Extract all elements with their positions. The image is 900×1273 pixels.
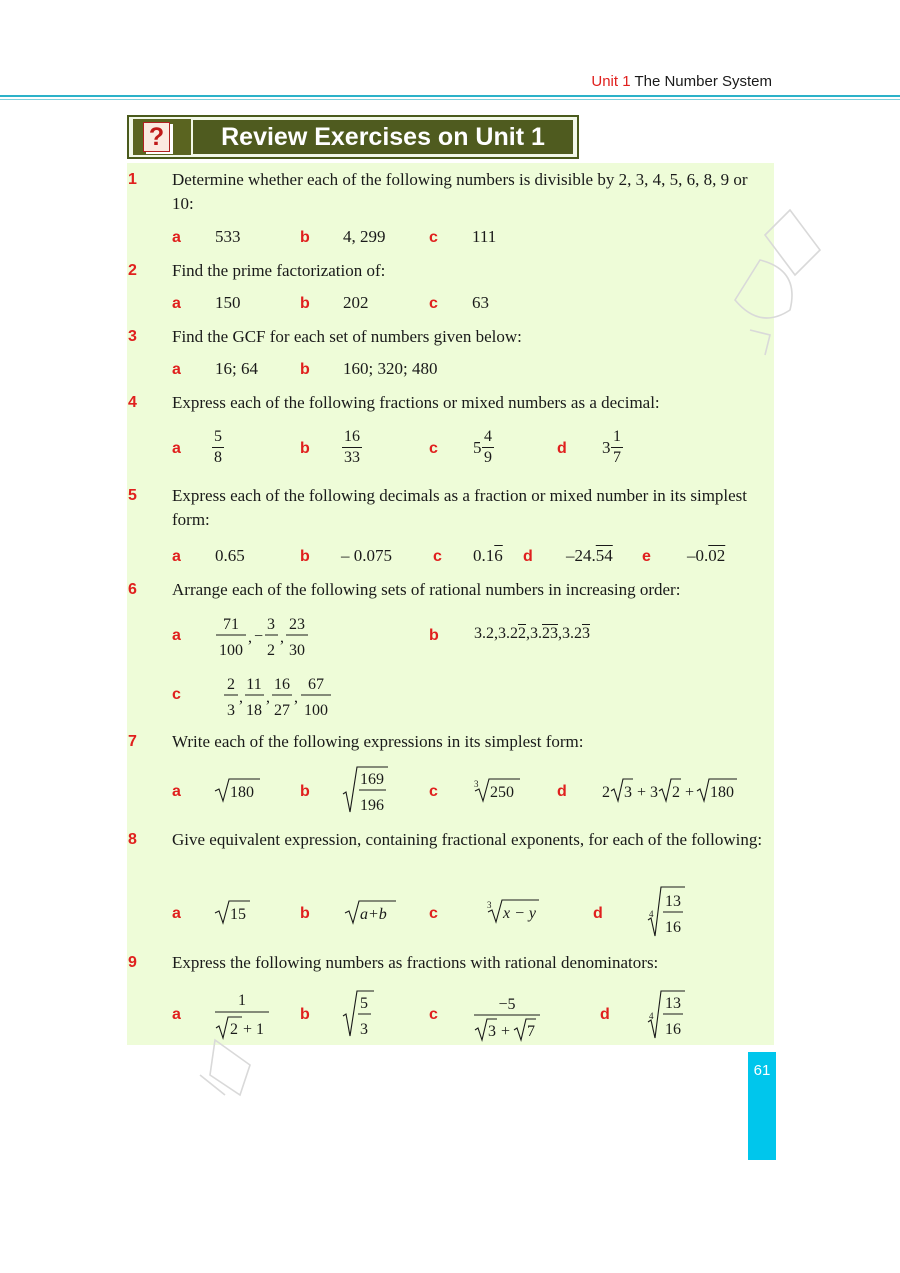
fraction-numerator: 13 — [665, 995, 681, 1012]
radicand: 180 — [710, 784, 734, 801]
question-number-8: 8 — [128, 831, 137, 848]
part-label-c: c — [429, 905, 438, 922]
part-label-d: d — [600, 1006, 610, 1023]
part-label-e: e — [642, 548, 651, 565]
fraction-denominator: 18 — [246, 702, 262, 719]
part-label-b: b — [300, 783, 310, 800]
q6-a-expression — [212, 612, 322, 662]
q5-d-value — [566, 546, 613, 566]
decimal-value: 3.2, — [474, 625, 498, 642]
radicand: 2 — [230, 1021, 238, 1038]
header-rule-thin — [0, 99, 900, 100]
q4-d-whole: 3 — [602, 438, 611, 457]
part-label-b: b — [300, 361, 310, 378]
comma: , — [294, 689, 298, 706]
question-text-3: Find the GCF for each set of numbers given below: — [172, 327, 522, 346]
fraction-numerator: 16 — [274, 676, 290, 693]
question-number-1: 1 — [128, 171, 137, 188]
numerator: 4 — [482, 427, 494, 448]
running-header — [520, 73, 772, 90]
question-text-8: Give equivalent expression, containing fractional exponents, for each of the following: — [172, 830, 763, 849]
q3-a-value: 16; 64 — [215, 359, 258, 378]
q5-c-value — [473, 546, 503, 566]
q1-a-value: 533 — [215, 227, 241, 246]
part-label-a: a — [172, 783, 181, 800]
fraction-numerator: 67 — [308, 676, 324, 693]
fraction-denominator: 16 — [665, 1021, 681, 1038]
fraction-denominator: 16 — [665, 919, 681, 936]
q4-b-fraction — [342, 427, 362, 468]
part-label-b: b — [300, 548, 310, 565]
radicand: a+b — [360, 906, 387, 923]
root-index: 4 — [649, 909, 654, 919]
coefficient: 3 — [650, 784, 658, 801]
part-label-c: c — [429, 229, 438, 246]
question-number-6: 6 — [128, 581, 137, 598]
question-text-1: Determine whether each of the following numbers is divisible by 2, 3, 4, 5, 6, 8, 9 or 10: — [172, 170, 748, 213]
numerator: 5 — [212, 427, 224, 448]
part-label-a: a — [172, 361, 181, 378]
fraction-numerator: 3 — [267, 616, 275, 633]
q4-c-whole: 5 — [473, 438, 482, 457]
section-title: Review Exercises on Unit 1 — [193, 120, 573, 154]
numerator: 16 — [342, 427, 362, 448]
radicand: 250 — [490, 784, 514, 801]
decimal-part: 3.2 — [498, 625, 518, 642]
fraction-numerator: 13 — [665, 893, 681, 910]
part-label-d: d — [593, 905, 603, 922]
fraction-numerator: 5 — [360, 995, 368, 1012]
q1-c-value: 111 — [472, 227, 497, 246]
minus-sign: − — [254, 628, 264, 645]
fraction-denominator: 3 — [360, 1021, 368, 1038]
question-icon-frame — [133, 119, 191, 155]
fraction-denominator: 27 — [274, 702, 290, 719]
question-number-9: 9 — [128, 954, 137, 971]
fraction-denominator: 196 — [360, 797, 384, 814]
q8-c-radical — [487, 897, 542, 927]
part-label-d: d — [557, 440, 567, 457]
fraction-denominator: 100 — [304, 702, 328, 719]
header-rule — [0, 95, 900, 97]
part-label-b: b — [300, 1006, 310, 1023]
root-index: 4 — [649, 1011, 654, 1021]
radicand: 3 — [624, 784, 632, 801]
part-label-b: b — [300, 295, 310, 312]
q4-d-fraction — [611, 427, 623, 468]
fraction-numerator: 71 — [223, 616, 239, 633]
question-text-6: Arrange each of the following sets of rational numbers in increasing order: — [172, 580, 681, 599]
denominator: 8 — [214, 449, 222, 466]
question-text-5: Express each of the following decimals as a fraction or mixed number in its simplest form: — [172, 486, 748, 529]
question-text-4: Express each of the following fractions or mixed numbers as a decimal: — [172, 393, 660, 412]
q9-b-radical — [342, 988, 377, 1040]
part-label-a: a — [172, 627, 181, 644]
q6-b-expression — [474, 625, 590, 643]
fraction-denominator: 2 — [267, 642, 275, 659]
comma: , — [266, 689, 270, 706]
fraction-numerator: 2 — [227, 676, 235, 693]
q7-d-expression — [600, 776, 740, 806]
q2-c-value: 63 — [472, 293, 489, 312]
fraction-numerator: 23 — [289, 616, 305, 633]
part-label-b: b — [300, 440, 310, 457]
decimal-part: 3.2 — [562, 625, 582, 642]
fraction-numerator: 1 — [238, 992, 246, 1009]
comma: , — [280, 629, 284, 646]
part-label-b: b — [300, 905, 310, 922]
q5-b-value: – 0.075 — [341, 546, 392, 565]
root-index: 3 — [474, 779, 479, 789]
repeating-digits: 02 — [708, 546, 726, 565]
question-text-2: Find the prime factorization of: — [172, 261, 386, 280]
part-label-a: a — [172, 548, 181, 565]
q7-c-radical — [474, 776, 524, 806]
radicand: 180 — [230, 784, 254, 801]
part-label-c: c — [172, 686, 181, 703]
decimal-part: 0.1 — [473, 546, 495, 565]
part-label-b: b — [429, 627, 439, 644]
fraction-numerator: 11 — [246, 676, 262, 693]
q8-a-radical — [214, 898, 254, 928]
part-label-d: d — [557, 783, 567, 800]
q1-b-value: 4, 299 — [343, 227, 386, 246]
section-title-box — [127, 115, 579, 159]
fraction-numerator: −5 — [498, 996, 516, 1013]
q8-d-radical — [645, 884, 690, 940]
comma: , — [248, 629, 252, 646]
part-label-c: c — [429, 783, 438, 800]
q2-a-value: 150 — [215, 293, 241, 312]
denominator-rest: + 1 — [243, 1021, 265, 1038]
denominator: 33 — [344, 449, 360, 466]
q3-b-value: 160; 320; 480 — [343, 359, 438, 378]
header-title: The Number System — [634, 73, 772, 90]
fraction-denominator: 30 — [289, 642, 305, 659]
part-label-c: c — [429, 295, 438, 312]
q9-a-fraction — [212, 986, 277, 1044]
part-label-d: d — [523, 548, 533, 565]
comma: , — [239, 689, 243, 706]
decimal-part: –24. — [566, 546, 596, 565]
part-label-c: c — [433, 548, 442, 565]
plus-sign: + — [637, 784, 647, 801]
comma: , — [526, 625, 530, 642]
root-index: 3 — [487, 900, 492, 910]
part-label-c: c — [429, 1006, 438, 1023]
coefficient: 2 — [602, 784, 610, 801]
repeating-digits: 3 — [582, 625, 590, 642]
denominator: 7 — [613, 449, 621, 466]
q9-c-fraction — [472, 990, 547, 1042]
radicand: 15 — [230, 906, 246, 923]
question-number-5: 5 — [128, 487, 137, 504]
q8-b-radical — [344, 898, 399, 928]
question-mark-icon: ? — [143, 122, 170, 152]
part-label-a: a — [172, 295, 181, 312]
header-unit: Unit 1 — [591, 73, 631, 90]
comma: , — [558, 625, 562, 642]
fraction-denominator: 3 — [227, 702, 235, 719]
radicand: 3 — [488, 1023, 496, 1040]
q6-c-expression — [222, 672, 337, 722]
plus-sign: + — [501, 1023, 511, 1040]
part-label-a: a — [172, 229, 181, 246]
fraction-numerator: 169 — [360, 771, 384, 788]
radicand: x − y — [503, 905, 536, 922]
square-root-sign — [216, 1017, 242, 1038]
q4-a-fraction — [212, 427, 224, 468]
fraction-denominator: 100 — [219, 642, 243, 659]
part-label-a: a — [172, 1006, 181, 1023]
q4-c-fraction — [482, 427, 494, 468]
q9-d-radical — [645, 988, 690, 1042]
q2-b-value: 202 — [343, 293, 369, 312]
question-number-7: 7 — [128, 733, 137, 750]
radicand: 2 — [672, 784, 680, 801]
q5-e-value — [687, 546, 725, 566]
part-label-a: a — [172, 905, 181, 922]
repeating-digits: 54 — [595, 546, 613, 565]
denominator: 9 — [484, 449, 492, 466]
question-text-7: Write each of the following expressions in its simplest form: — [172, 732, 584, 751]
question-text-9: Express the following numbers as fractions with rational denominators: — [172, 953, 659, 972]
q7-b-radical — [342, 764, 392, 816]
repeating-digits: 23 — [542, 625, 558, 642]
decimal-part: –0. — [687, 546, 709, 565]
question-number-2: 2 — [128, 262, 137, 279]
part-label-a: a — [172, 440, 181, 457]
repeating-digits: 2 — [518, 625, 526, 642]
q7-a-radical — [214, 776, 264, 806]
radicand: 7 — [527, 1023, 535, 1040]
repeating-digits: 6 — [494, 546, 503, 565]
decimal-part: 3. — [530, 625, 542, 642]
q5-a-value: 0.65 — [215, 546, 245, 565]
numerator: 1 — [611, 427, 623, 448]
page-number: 61 — [748, 1052, 776, 1160]
plus-sign: + — [685, 784, 695, 801]
question-number-4: 4 — [128, 394, 137, 411]
part-label-c: c — [429, 440, 438, 457]
part-label-b: b — [300, 229, 310, 246]
question-number-3: 3 — [128, 328, 137, 345]
